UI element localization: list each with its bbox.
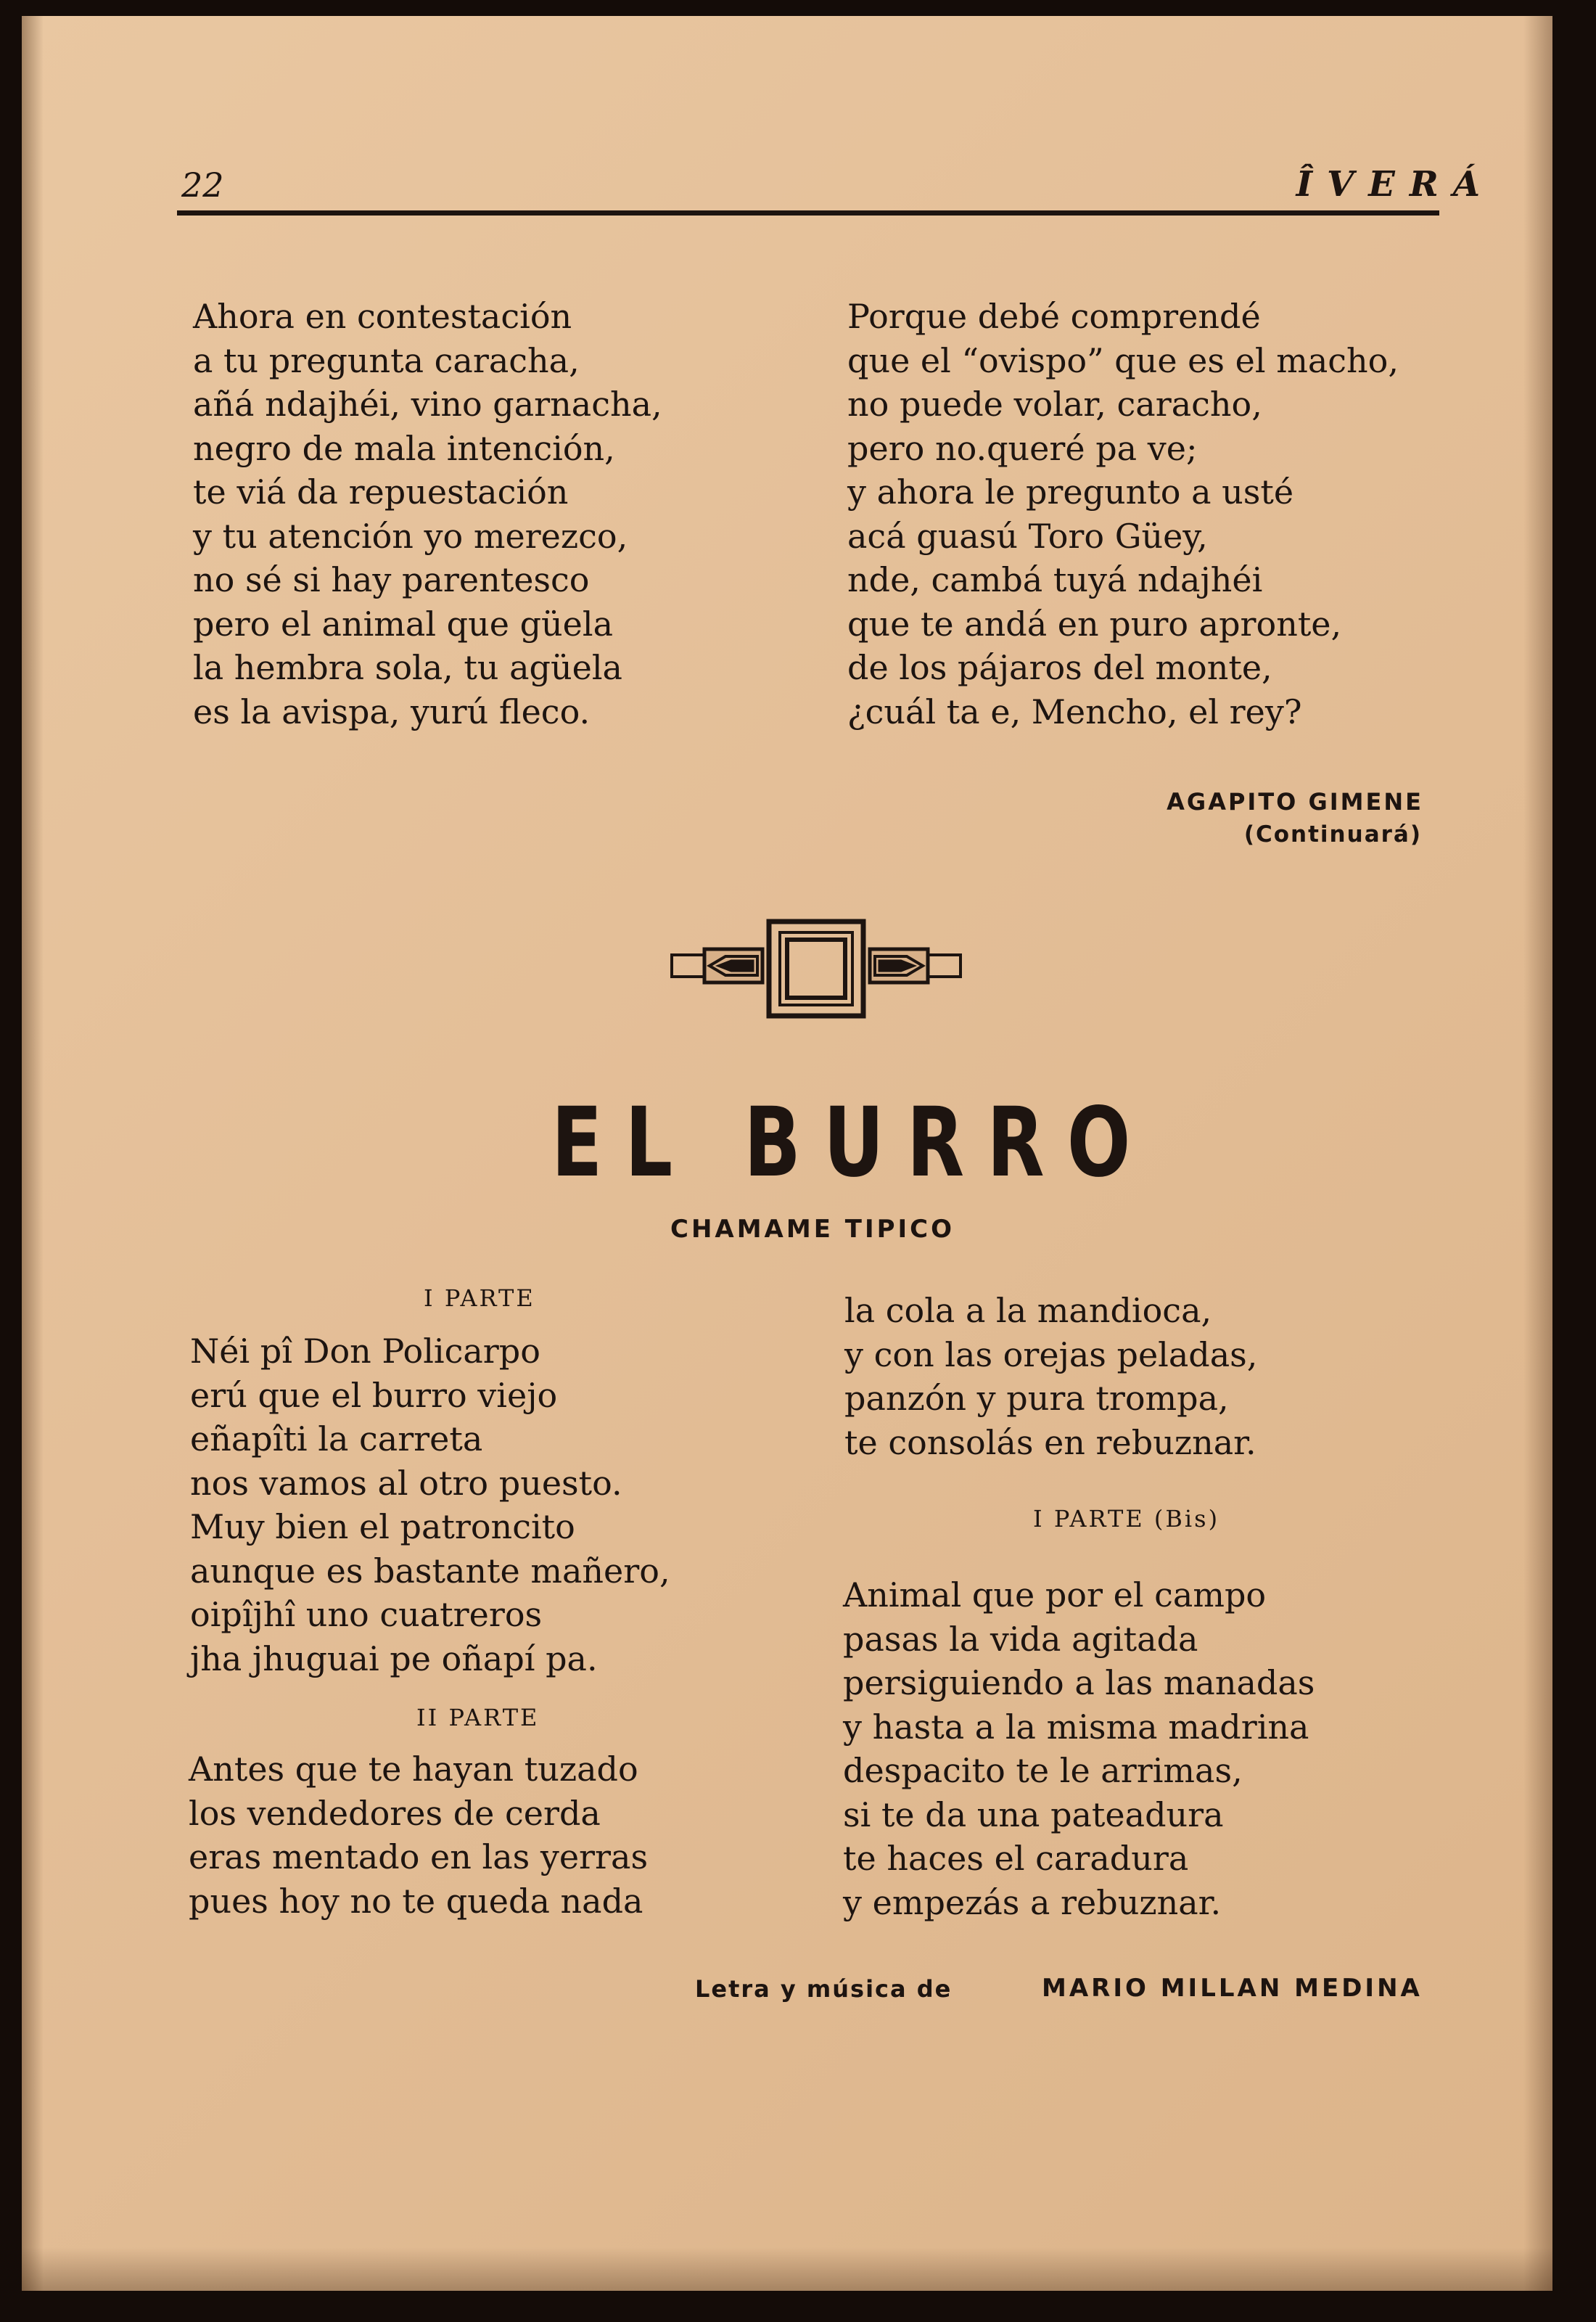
song-continuation <box>844 1289 1257 1464</box>
song-title: EL BURRO <box>551 1087 1153 1199</box>
verse-line: panzón y pura trompa, <box>844 1379 1229 1418</box>
verse-line: pero no.queré pa ve; <box>847 428 1198 468</box>
verse-line: y ahora le pregunto a usté <box>847 472 1294 512</box>
song-part2 <box>189 1747 648 1923</box>
verse-line: oipîjhî uno cuatreros <box>190 1595 543 1634</box>
page-right-shadow <box>1523 16 1552 2291</box>
verse-line: añá ndajhéi, vino garnacha, <box>193 385 662 424</box>
verse-line: aunque es bastante mañero, <box>190 1551 670 1591</box>
verse-line: si te da una pateadura <box>843 1794 1224 1834</box>
magazine-title: ÎVERÁ <box>1296 164 1494 205</box>
verse-line: te viá da repuestación <box>193 472 569 512</box>
verse-line: te haces el caradura <box>843 1839 1189 1878</box>
verse-line: y con las orejas peladas, <box>844 1334 1258 1374</box>
verse-line: Animal que por el campo <box>843 1575 1267 1615</box>
verse-line: te consolás en rebuznar. <box>844 1422 1256 1462</box>
verse-line: persiguiendo a las manadas <box>843 1663 1315 1702</box>
verse-line: eras mentado en las yerras <box>189 1837 649 1876</box>
verse-line: la cola a la mandioca, <box>844 1291 1212 1330</box>
poem-right-column <box>847 295 1399 734</box>
page-number: 22 <box>181 165 224 205</box>
verse-line: Ahora en contestación <box>193 297 572 336</box>
verse-line: nde, cambá tuyá ndajhéi <box>847 560 1263 599</box>
verse-line: y empezás a rebuznar. <box>843 1882 1222 1922</box>
verse-line: acá guasú Toro Güey, <box>847 516 1208 556</box>
verse-line: eñapîti la carreta <box>190 1419 483 1459</box>
verse-line: de los pájaros del monte, <box>847 648 1272 687</box>
verse-line: negro de mala intención, <box>193 428 615 468</box>
verse-line: los vendedores de cerda <box>189 1793 601 1833</box>
poem-left-column <box>193 295 662 734</box>
page-left-shadow <box>22 16 44 2291</box>
poem-author: AGAPITO GIMENE <box>1167 788 1423 816</box>
verse-line: que el “ovispo” que es el macho, <box>847 340 1399 380</box>
credit-label: Letra y música de <box>695 1975 953 2003</box>
verse-line: Néi pî Don Policarpo <box>190 1332 540 1371</box>
verse-line: la hembra sola, tu agüela <box>193 648 622 687</box>
verse-line: Muy bien el patroncito <box>190 1507 575 1546</box>
verse-line: ¿cuál ta e, Mencho, el rey? <box>847 692 1302 731</box>
verse-line: jha jhuguai pe oñapí pa. <box>190 1638 598 1678</box>
part-label: I PARTE <box>424 1284 535 1312</box>
verse-line: pasas la vida agitada <box>843 1619 1198 1659</box>
verse-line: Porque debé comprendé <box>847 297 1261 336</box>
header-rule <box>177 210 1439 216</box>
verse-line: Antes que te hayan tuzado <box>189 1749 638 1789</box>
verse-line: a tu pregunta caracha, <box>193 340 580 380</box>
part-label: I PARTE (Bis) <box>1033 1505 1220 1533</box>
continued-note: (Continuará) <box>1243 821 1422 848</box>
verse-line: no sé si hay parentesco <box>193 560 590 599</box>
verse-line: nos vamos al otro puesto. <box>190 1463 622 1503</box>
verse-line: despacito te le arrimas, <box>843 1751 1243 1790</box>
verse-line: no puede volar, caracho, <box>847 385 1262 424</box>
song-subtitle: CHAMAME TIPICO <box>670 1215 955 1244</box>
song-part1 <box>190 1329 670 1681</box>
credit-name: MARIO MILLAN MEDINA <box>1042 1974 1423 2003</box>
ornament-icon <box>667 911 972 1027</box>
verse-line: y hasta a la misma madrina <box>843 1707 1309 1747</box>
verse-line: que te andá en puro apronte, <box>847 604 1342 644</box>
verse-line: pues hoy no te queda nada <box>189 1881 643 1921</box>
verse-line: es la avispa, yurú fleco. <box>193 692 591 731</box>
part-label: II PARTE <box>416 1704 540 1731</box>
verse-line: y tu atención yo merezco, <box>193 516 628 556</box>
page-bottom-shadow <box>22 2247 1552 2291</box>
verse-line: pero el animal que güela <box>193 604 614 644</box>
song-part1-bis <box>843 1573 1315 1924</box>
verse-line: erú que el burro viejo <box>190 1375 558 1415</box>
